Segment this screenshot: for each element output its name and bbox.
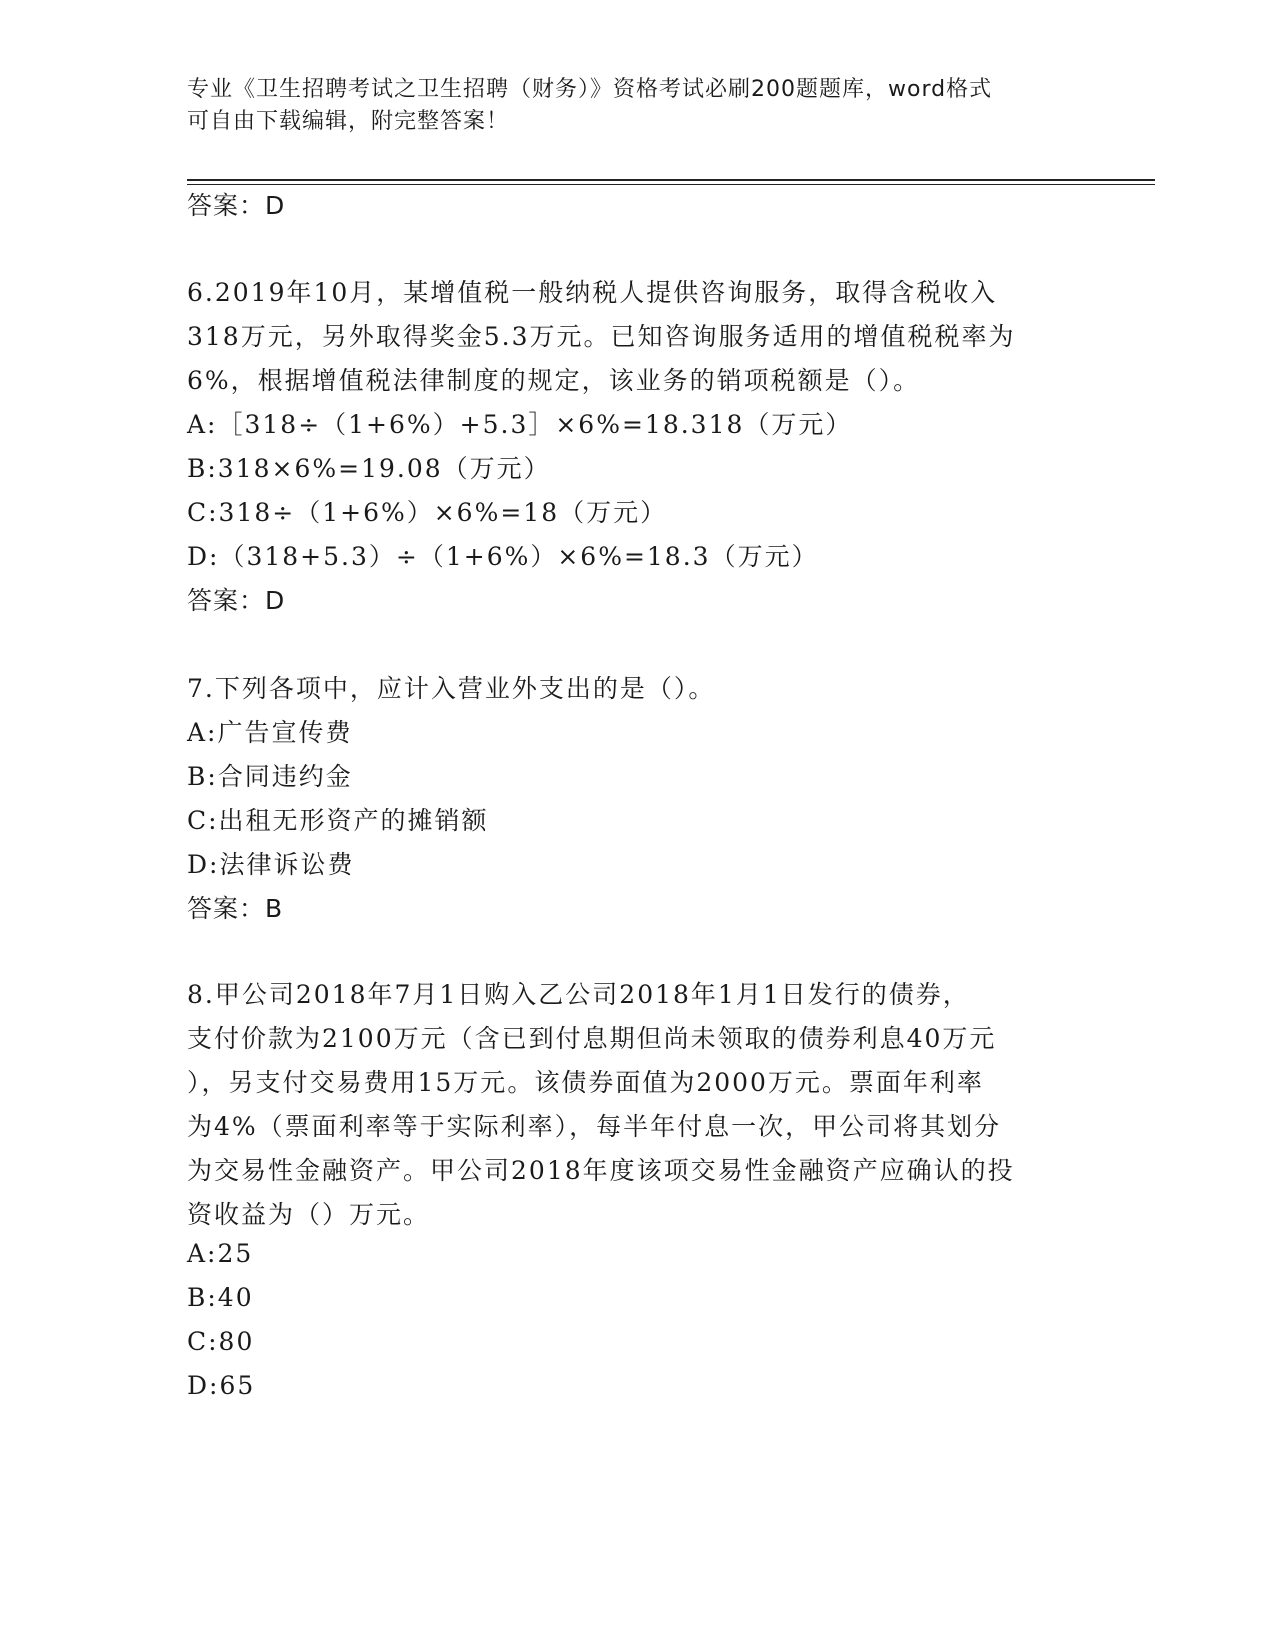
question-8-option-c: C:80 [187, 1327, 255, 1356]
question-8-option-a: A:25 [187, 1239, 254, 1268]
question-7-option-a: A:广告宣传费 [187, 718, 353, 747]
header-rule-thick [187, 179, 1155, 181]
page-header [187, 74, 1077, 138]
question-6-option-b: B:318×6%=19.08（万元） [187, 454, 551, 483]
question-8-text-line: ），另支付交易费用15万元。该债券面值为2000万元。票面年利率 [187, 1068, 984, 1097]
question-8-option-d: D:65 [187, 1371, 256, 1400]
question-6-option-d: D:（318+5.3）÷（1+6%）×6%=18.3（万元） [187, 542, 819, 571]
question-8-text-line: 为交易性金融资产。甲公司2018年度该项交易性金融资产应确认的投 [187, 1156, 1015, 1185]
question-6-text-line: 6%，根据增值税法律制度的规定，该业务的销项税额是（）。 [187, 366, 921, 395]
question-7-option-d: D:法律诉讼费 [187, 850, 355, 879]
header-line-1: 专业《卫生招聘考试之卫生招聘（财务）》资格考试必刷200题题库，word格式 [187, 77, 993, 102]
question-7-option-c: C:出租无形资产的摊销额 [187, 806, 489, 835]
question-6-option-a: A:［318÷（1+6%）+5.3］×6%=18.318（万元） [187, 410, 853, 439]
question-6-answer: 答案：D [187, 586, 286, 615]
question-7-text-line: 7.下列各项中，应计入营业外支出的是（）。 [187, 674, 716, 703]
question-7-option-b: B:合同违约金 [187, 762, 353, 791]
question-8-text-line: 支付价款为2100万元（含已到付息期但尚未领取的债券利息40万元 [187, 1024, 997, 1053]
question-6-option-c: C:318÷（1+6%）×6%=18（万元） [187, 498, 668, 527]
header-rule-thin [187, 184, 1155, 185]
previous-answer: 答案：D [187, 191, 286, 220]
question-8-text-line: 8.甲公司2018年7月1日购入乙公司2018年1月1日发行的债券， [187, 980, 970, 1009]
question-8-text-line: 为4%（票面利率等于实际利率），每半年付息一次，甲公司将其划分 [187, 1112, 1002, 1141]
question-6-text-line: 318万元，另外取得奖金5.3万元。已知咨询服务适用的增值税税率为 [187, 322, 1016, 351]
header-line-2: 可自由下载编辑，附完整答案！ [187, 109, 510, 134]
question-7-answer: 答案：B [187, 894, 284, 923]
question-8-text-line: 资收益为（）万元。 [187, 1200, 431, 1229]
question-8-option-b: B:40 [187, 1283, 254, 1312]
question-6-text-line: 6.2019年10月，某增值税一般纳税人提供咨询服务，取得含税收入 [187, 278, 998, 307]
